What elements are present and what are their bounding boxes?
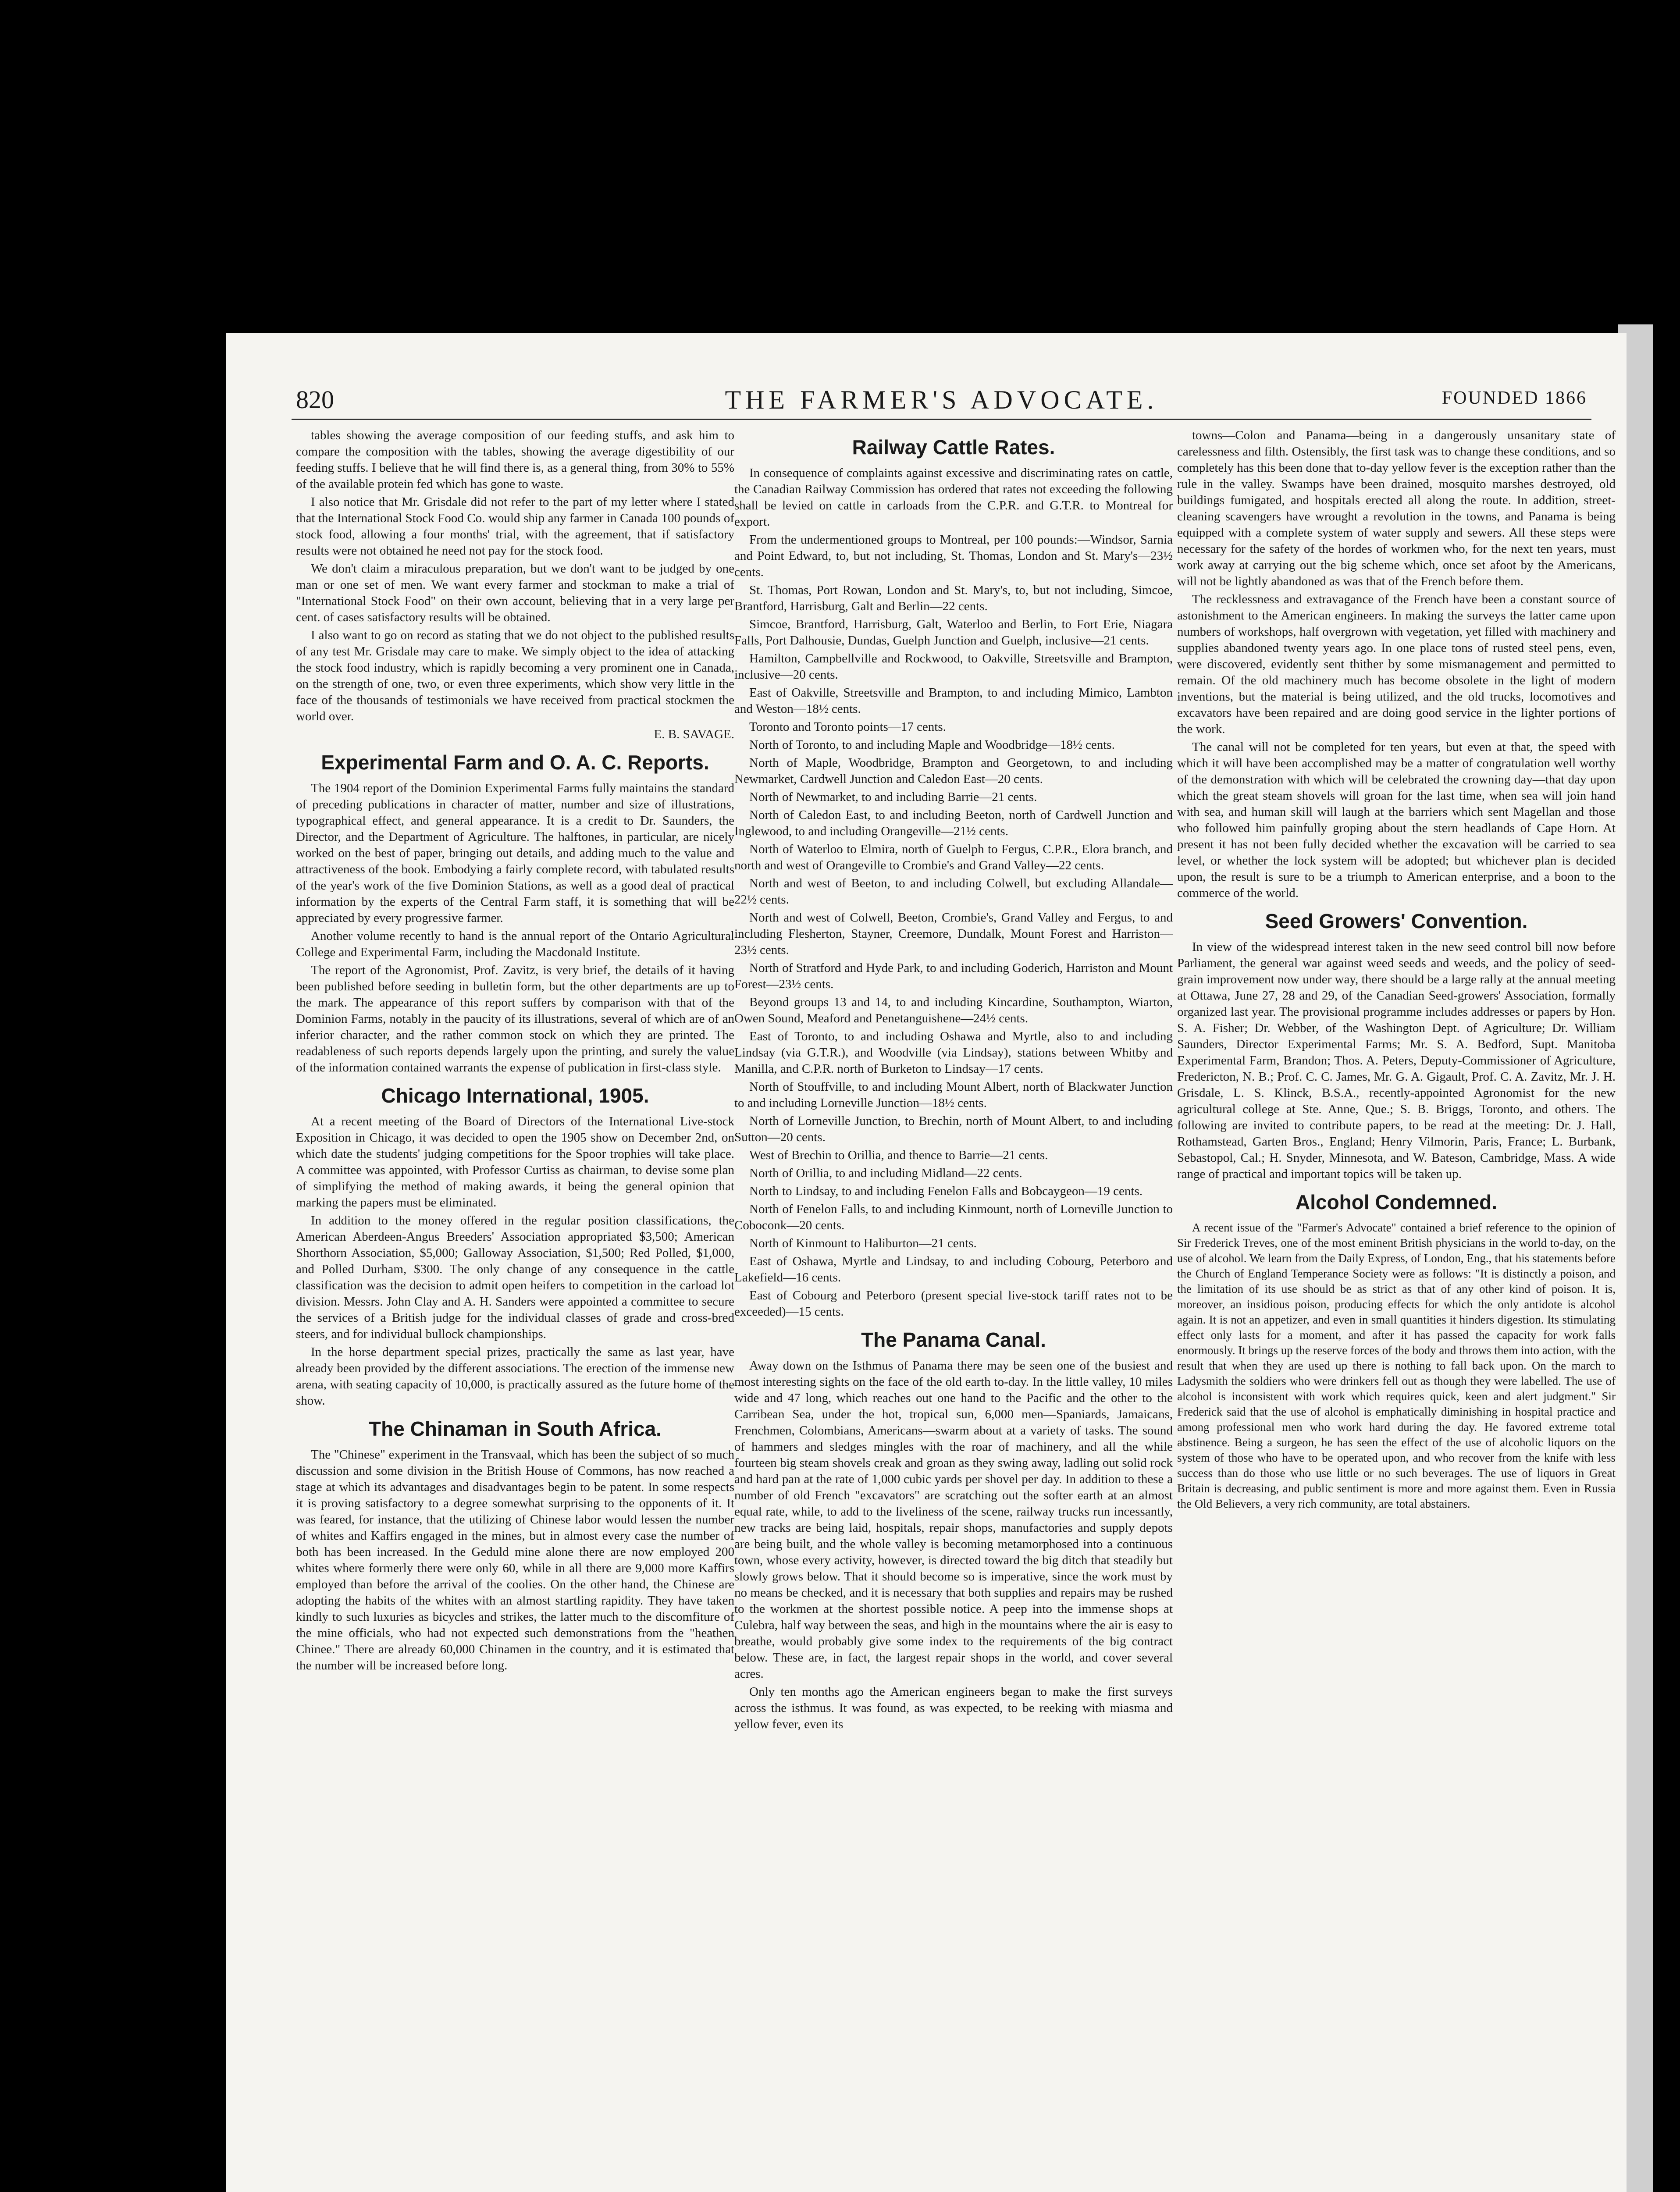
- rate-paragraph: Simcoe, Brantford, Harrisburg, Galt, Waterloo and Berlin, to Fort Erie, Niagara Falls, Port Dalhousie, Dundas, Guelph Junction and Guelph, inclusive—21 cents.: [734, 617, 1173, 648]
- rate-paragraph: North of Newmarket, to and including Barrie—21 cents.: [749, 790, 1037, 804]
- rate-paragraph: North of Stouffville, to and including Mount Albert, north of Blackwater Junction to and including Lorneville Junction—18½ cents.: [734, 1080, 1173, 1110]
- rate-paragraph: North of Waterloo to Elmira, north of Guelph to Fergus, C.P.R., Elora branch, and north and west of Orangeville to Crombie's and Grand Valley—22 cents.: [734, 842, 1173, 872]
- article-title: Chicago International, 1905.: [381, 1084, 649, 1107]
- rate-paragraph: North of Lorneville Junction, to Brechin, north of Mount Albert, to and including Sutton—20 cents.: [734, 1114, 1173, 1144]
- article-paragraph: The "Chinese" experiment in the Transvaal, which has been the subject of so much discussion and some division in the British House of Commons, has now reached a stage at which its advantages and disadvantages begin to be patent. In some respects it is proving satisfactory to a degree somewhat surprising to the opponents of it. It was feared, for instance, that the utilizing of Chinese labor would lessen the number of whites and Kaffirs engaged in the mines, but in almost every case the number of both has been increased. In the Geduld mine alone there are now employed 200 whites where formerly there were only 60, while in all there are 9,000 more Kaffirs employed than before the arrival of the coolies. On the other hand, the Chinese are adopting the habits of the whites with an almost startling rapidity. They have taken kindly to such luxuries as bicycles and strikes, the latter much to the discomfiture of the mine officials, who had not expected such demonstrations from the "heathen Chinee." There are already 60,000 Chinamen in the country, and it is estimated that the number will be increased before long.: [296, 1448, 734, 1672]
- railway-rates-list: [734, 465, 1173, 1320]
- letter-paragraph: We don't claim a miraculous preparation, but we don't want to be judged by one man or one set of men. We want every farmer and stockman to make a trial of "International Stock Food" on their own account, believing that in a very large per cent. of cases satisfactory results will be obtained.: [296, 562, 734, 624]
- rate-paragraph: North of Fenelon Falls, to and including Kinmount, north of Lorneville Junction to Coboconk—20 cents.: [734, 1202, 1173, 1232]
- article-title: Experimental Farm and O. A. C. Reports.: [321, 751, 709, 774]
- rate-paragraph: North to Lindsay, to and including Fenelon Falls and Bobcaygeon—19 cents.: [749, 1184, 1143, 1198]
- column-2: [734, 427, 1173, 2192]
- article-paragraph: In addition to the money offered in the regular position classifications, the American Aberdeen-Angus Breeders' Association appropriated $3,500; American Shorthorn Association, $5,000; Galloway Association, $1,500; Red Polled, $1,000, and Polled Durham, $300. The only change of any consequence in the cattle classification was the decision to admit open heifers to competition in the carload lot division. Messrs. John Clay and A. H. Sanders were appointed a committee to secure the services of a British judge for the individual classes of grade and cross-bred steers, and for individual bullock championships.: [296, 1213, 734, 1341]
- rate-paragraph: Hamilton, Campbellville and Rockwood, to Oakville, Streetsville and Brampton, inclusive—20 cents.: [734, 651, 1173, 682]
- article-paragraph: towns—Colon and Panama—being in a dangerously unsanitary state of carelessness and filth. Ostensibly, the first task was to change these conditions, and so completely has this been done that to-day yellow fever is the exception rather than the rule in the valley. Swamps have been drained, mosquito marshes destroyed, old buildings fumigated, and hospitals erected all along the route. In addition, street-cleaning scavengers have wrought a revolution in the towns, and Panama is being equipped with a complete system of water supply and sewers. All these steps were necessary for the safety of the hordes of workmen who, for the next ten years, must work away at carrying out the big scheme which, once set afoot by the Americans, will not be lightly abandoned as was that of the French before them.: [1177, 428, 1616, 588]
- rate-paragraph: North and west of Colwell, Beeton, Crombie's, Grand Valley and Fergus, to and including Flesherton, Stayner, Creemore, Dundalk, Mount Forest and Harriston—23½ cents.: [734, 911, 1173, 957]
- rate-paragraph: North of Maple, Woodbridge, Brampton and Georgetown, to and including Newmarket, Cardwell Junction and Caledon East—20 cents.: [734, 756, 1173, 786]
- letter-signature: E. B. SAVAGE.: [654, 727, 734, 741]
- rate-paragraph: North of Toronto, to and including Maple and Woodbridge—18½ cents.: [749, 738, 1115, 752]
- masthead: THE FARMER'S ADVOCATE.: [725, 385, 1158, 414]
- column-1: [296, 427, 734, 2192]
- letter-paragraph: tables showing the average composition of our feeding stuffs, and ask him to compare the composition with the tables, showing the average digestibility of our feeding stuffs. I believe that he will find there is, as a general thing, from 30% to 55% of the available protein fed which has gone to waste.: [296, 428, 734, 491]
- rate-paragraph: North of Stratford and Hyde Park, to and including Goderich, Harriston and Mount Forest—23½ cents.: [734, 961, 1173, 991]
- article-paragraph: Only ten months ago the American engineers began to make the first surveys across the isthmus. It was found, as was expected, to be reeking with miasma and yellow fever, even its: [734, 1685, 1173, 1731]
- article-title: Railway Cattle Rates.: [852, 436, 1055, 459]
- rate-paragraph: St. Thomas, Port Rowan, London and St. Mary's, to, but not including, Simcoe, Brantford, Harrisburg, Galt and Berlin—22 cents.: [734, 583, 1173, 613]
- article-paragraph: The report of the Agronomist, Prof. Zavitz, is very brief, the details of it having been published before seeding in bulletin form, but the other departments are up to the mark. The appearance of this report suffers by comparison with that of the Dominion Farms, notably in the paucity of its illustrations, several of which are of an inferior character, and the rather common stock on which they are printed. The readableness of such reports depends largely upon the printing, and surely the value of the information contained warrants the expense of publication in first-class style.: [296, 963, 734, 1075]
- rate-paragraph: East of Oshawa, Myrtle and Lindsay, to and including Cobourg, Peterboro and Lakefield—16 cents.: [734, 1254, 1173, 1285]
- article-paragraph: A recent issue of the "Farmer's Advocate" contained a brief reference to the opinion of Sir Frederick Treves, one of the most eminent British physicians in the world to-day, on the use of alcohol. We learn from the Daily Express, of London, Eng., that his statements before the Church of England Temperance Society were as follows: "It is distinctly a poison, and the limitation of its use should be as strict as that of any other kind of poison. It is, moreover, an insidious poison, producing effects for which the only antidote is alcohol again. It is not an appetizer, and even in small quantities it hinders digestion. Its stimulating effect only lasts for a moment, and after it has passed the capacity for work falls enormously. It brings up the reserve forces of the body and throws them into action, with the result that when they are used up there is nothing to fall back upon. On the march to Ladysmith the soldiers who were drinkers fell out as though they were labelled. The use of alcohol is inconsistent with work which requires quick, keen and alert judgment." Sir Frederick said that the use of alcohol is emphatically diminishing in hospital practice and among professional men who work hard during the day. He favored extreme total abstinence. Being a surgeon, he has seen the effect of the use of alcoholic liquors on the system of those who have to be operated upon, and who recover from the knife with less success than do those who use little or no such beverages. The use of liquors in Great Britain is decreasing, and public sentiment is more and more against them. Even in Russia the Old Believers, a very rich community, are total abstainers.: [1177, 1221, 1616, 1510]
- rate-paragraph: West of Brechin to Orillia, and thence to Barrie—21 cents.: [749, 1148, 1048, 1162]
- rate-paragraph: Toronto and Toronto points—17 cents.: [749, 720, 946, 734]
- article-paragraph: Another volume recently to hand is the annual report of the Ontario Agricultural College and Experimental Farm, including the Macdonald Institute.: [296, 929, 734, 959]
- rate-paragraph: North and west of Beeton, to and including Colwell, but excluding Allandale—22½ cents.: [734, 876, 1173, 907]
- article-paragraph: At a recent meeting of the Board of Directors of the International Live-stock Exposition in Chicago, it was decided to open the 1905 show on December 2nd, on which date the students' judging competitions for the Spoor trophies will take place. A committee was appointed, with Professor Curtiss as chairman, to devise some plan of simplifying the method of making awards, it being the general opinion that marking the papers must be eliminated.: [296, 1114, 734, 1210]
- article-paragraph: In view of the widespread interest taken in the new seed control bill now before Parliament, the general war against weed seeds and weeds, and the policy of seed-grain improvement now under way, there should be a large rally at the annual meeting at Ottawa, June 27, 28 and 29, of the Canadian Seed-growers' Association, formally organized last year. The provisional programme includes addresses or papers by Hon. S. A. Fisher; Dr. Webber, of the Washington Dept. of Agriculture; Dr. William Saunders, Director Experimental Farms; Mr. S. A. Bedford, Supt. Manitoba Experimental Farm, Brandon; Thos. A. Peters, Deputy-Commissioner of Agriculture, Fredericton, N. B.; Prof. C. C. James, Mr. G. A. Gigault, Prof. C. A. Zavitz, Mr. J. H. Grisdale, L. S. Klinck, B.S.A., recently-appointed Agronomist for the new agricultural college at Ste. Anne, Que.; S. B. Briggs, Toronto, and others. The following are invited to contribute papers, to be read at the meeting: Dr. J. Hall, Rothamstead, Garten Bros., England; Henry Vilmorin, Paris, France; L. Burbank, Sebastopol, Cal.; H. Snyder, Minnesota, and W. Bateson, Cambridge, Mass. A wide range of practical and important topics will be taken up.: [1177, 940, 1616, 1181]
- newspaper-page: [226, 333, 1627, 2192]
- article-title: The Panama Canal.: [861, 1328, 1046, 1351]
- article-title: Alcohol Condemned.: [1296, 1191, 1497, 1213]
- column-3: [1177, 427, 1616, 2192]
- rate-paragraph: East of Oakville, Streetsville and Brampton, to and including Mimico, Lambton and Weston—18½ cents.: [734, 686, 1173, 716]
- rate-paragraph: North of Kinmount to Haliburton—21 cents.: [749, 1236, 977, 1250]
- article-paragraph: The recklessness and extravagance of the French have been a constant source of astonishment to the American engineers. In making the surveys the latter came upon numbers of workshops, half overgrown with vegetation, yet filled with machinery and supplies abandoned twenty years ago. In one place tons of rusted steel pens, even, were discovered, evidently sent thither by some mismanagement and permitted to remain. Of the old machinery much has become obsolete in the light of modern inventions, but the material is being utilized, and the old trucks, locomotives and excavators have been repaired and are doing good service in the lighter portions of the work.: [1177, 592, 1616, 736]
- rate-paragraph: East of Toronto, to and including Oshawa and Myrtle, also to and including Lindsay (via G.T.R.), and Woodville (via Lindsay), stations between Whitby and Manilla, and C.P.R. north of Burketon to Lindsay—17 cents.: [734, 1029, 1173, 1076]
- founded-label: FOUNDED 1866: [1442, 388, 1587, 408]
- page-number: 820: [296, 385, 334, 414]
- article-title: The Chinaman in South Africa.: [369, 1417, 662, 1440]
- letter-paragraph: I also want to go on record as stating that we do not object to the published results of any test Mr. Grisdale may care to make. We simply object to the idea of attacking the stock food industry, which is rapidly becoming a very prominent one in Canada, on the strength of one, two, or even three experiments, which show very little in the face of the thousands of testimonials we have received from practical stockmen the world over.: [296, 628, 734, 723]
- page-header: [296, 385, 1587, 420]
- rate-paragraph: In consequence of complaints against excessive and discriminating rates on cattle, the Canadian Railway Commission has ordered that rates not exceeding the following shall be levied on cattle in carloads from the C.P.R. and G.T.R. to Montreal for export.: [734, 466, 1173, 529]
- rate-paragraph: East of Cobourg and Peterboro (present special live-stock tariff rates not to be exceeded)—15 cents.: [734, 1288, 1173, 1319]
- rate-paragraph: North of Orillia, to and including Midland—22 cents.: [749, 1166, 1022, 1180]
- article-paragraph: Away down on the Isthmus of Panama there may be seen one of the busiest and most interesting sights on the face of the old earth to-day. In the little valley, 10 miles wide and 47 long, which reaches out one hand to the Pacific and the other to the Carribean Sea, under the hot, tropical sun, 6,000 men—Spaniards, Jamaicans, Frenchmen, Colombians, Americans—swarm about at a variety of tasks. The sound of hammers and sledges mingles with the roar of machinery, and all the while fourteen big steam shovels creak and groan as they swing away, ladling out solid rock and hard pan at the rate of 1,000 cubic yards per shovel per day. In addition to these a number of old French "excavators" are scratching out the softer earth at an almost equal rate, while, to add to the liveliness of the scene, railway trucks run incessantly, new tracks are being laid, hospitals, repair shops, manufactories and supply depots are being built, and the whole valley is becoming metamorphosed into a continuous town, whose every activity, however, is directed toward the big ditch that steadily but slowly grows below. That it should become so is imperative, since the work must by no means be checked, and it is necessary that both supplies and repairs may be rushed to the workmen at the shortest possible notice. A peep into the immense shops at Culebra, half way between the seas, and high in the mountains where the air is easy to breathe, would probably give some index to the requirements of the big contract below. These are, in fact, the largest repair shops in the world, and cover several acres.: [734, 1359, 1173, 1681]
- rate-paragraph: Beyond groups 13 and 14, to and including Kincardine, Southampton, Wiarton, Owen Sound, Meaford and Penetanguishene—24½ cents.: [734, 995, 1173, 1025]
- article-title: Seed Growers' Convention.: [1265, 910, 1528, 932]
- letter-paragraph: I also notice that Mr. Grisdale did not refer to the part of my letter where I stated that the International Stock Food Co. would ship any farmer in Canada 100 pounds of stock food, allowing a four months' trial, with the agreement, that if satisfactory results were not obtained he need not pay for the stock food.: [296, 495, 734, 558]
- article-paragraph: The canal will not be completed for ten years, but even at that, the speed with which it will have been accomplished may be a matter of congratulation well worthy of the demonstration with which will be celebrated the crowning day—that day upon which the great steam shovels will groan for the last time, when sea will join hand with sea, and human skill will laugh at the barriers which sent Magellan and those who followed him painfully groping about the stern headlands of Cape Horn. At present it has not been fully decided whether the excavation will be carried to sea level, or whether the lock system will be adopted; but whichever plan is decided upon, the result is sure to be a triumph to American enterprise, and a boon to the commerce of the world.: [1177, 740, 1616, 900]
- rate-paragraph: From the undermentioned groups to Montreal, per 100 pounds:—Windsor, Sarnia and Point Edward, to, but not including, St. Thomas, London and St. Mary's—23½ cents.: [734, 533, 1173, 579]
- article-paragraph: The 1904 report of the Dominion Experimental Farms fully maintains the standard of preceding publications in character of matter, number and size of illustrations, typographical effect, and general appearance. It is a credit to Dr. Saunders, the Director, and the Department of Agriculture. The halftones, in particular, are nicely worked on the best of paper, bringing out details, and adding much to the value and attractiveness of the book. Embodying a fairly complete record, with tabulated results of the year's work of the five Dominion Stations, as well as a good deal of practical information by the experts of the Central Farm staff, it is something that will be appreciated by every progressive farmer.: [296, 781, 734, 925]
- header-rule: [292, 419, 1591, 420]
- article-paragraph: In the horse department special prizes, practically the same as last year, have already been provided by the different associations. The erection of the immense new arena, with seating capacity of 10,000, is practically assured as the future home of the show.: [296, 1345, 734, 1408]
- rate-paragraph: North of Caledon East, to and including Beeton, north of Cardwell Junction and Inglewood, to and including Orangeville—21½ cents.: [734, 808, 1173, 838]
